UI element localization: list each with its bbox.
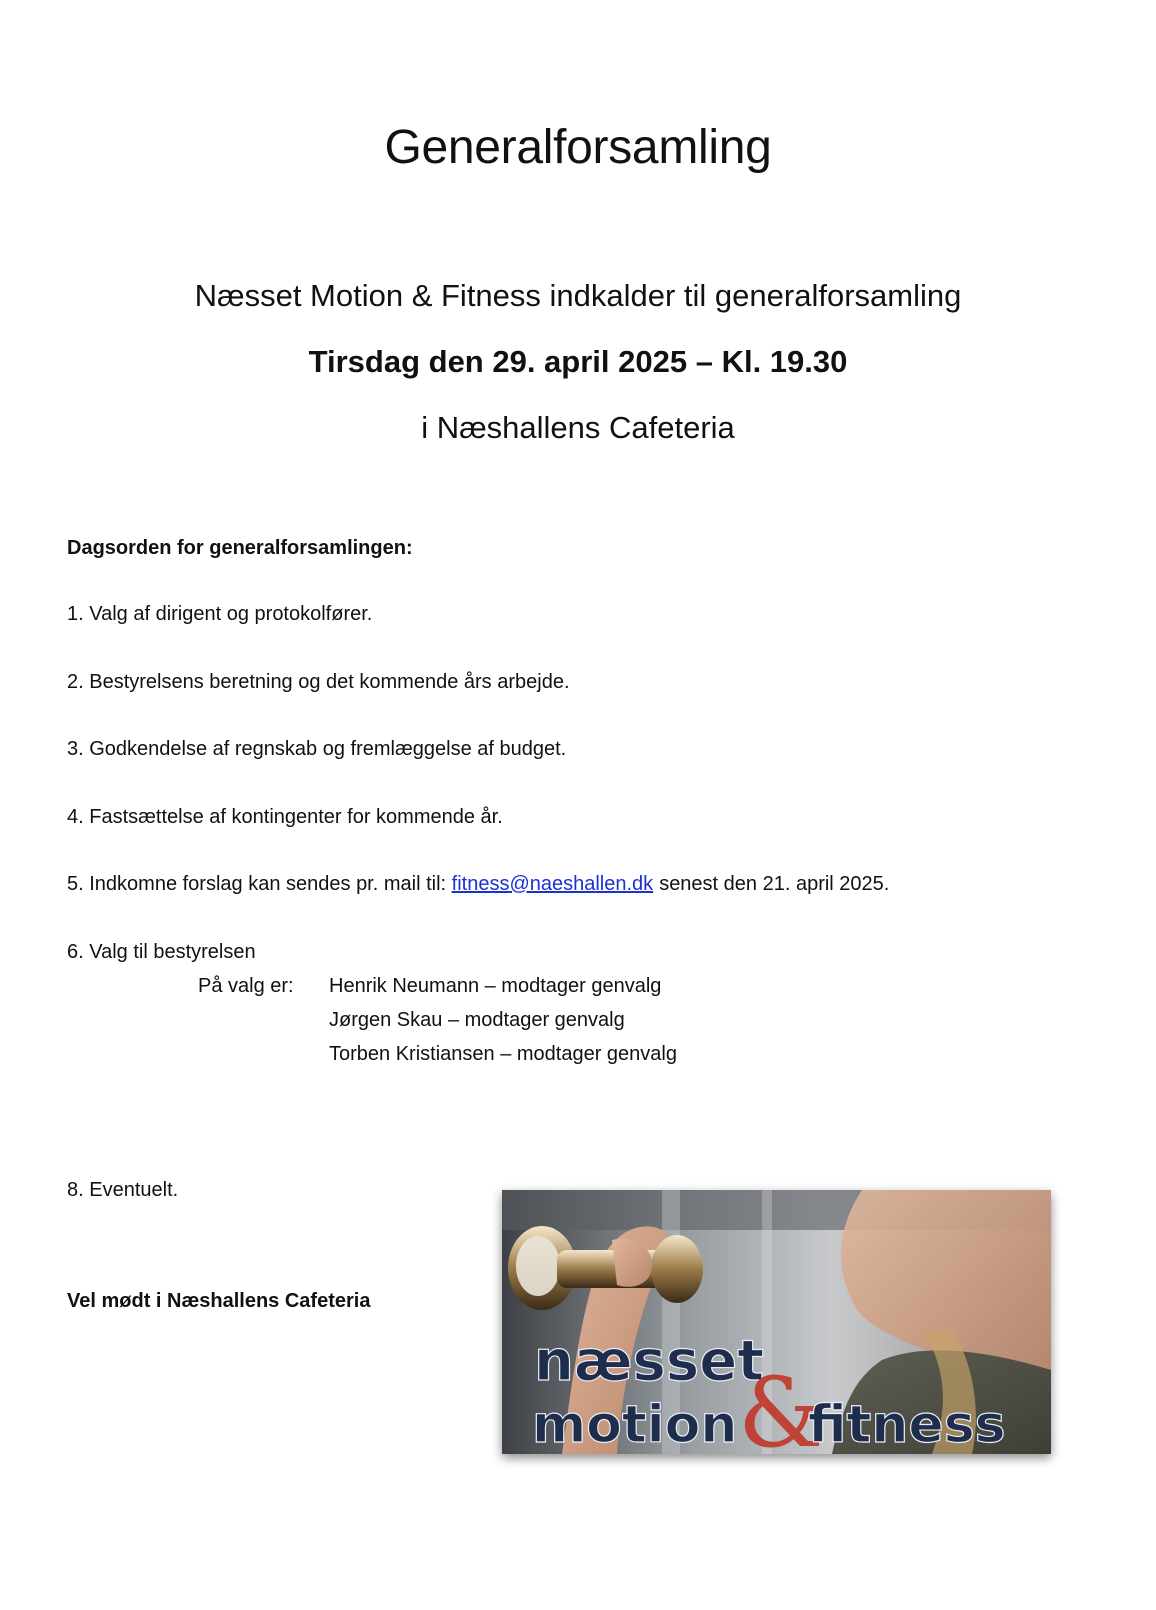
agenda-item-8: 8. Eventuelt. (67, 1179, 179, 1201)
logo-motion: motion (532, 1395, 738, 1454)
location-line: i Næshallens Cafeteria (421, 410, 735, 445)
agenda-item-2: 2. Bestyrelsens beretning og det kommende års arbejde. (67, 671, 570, 693)
logo-line-1: næsset (534, 1329, 764, 1394)
candidate-3: Torben Kristiansen – modtager genvalg (329, 1043, 677, 1065)
email-link[interactable]: fitness@naeshallen.dk (451, 873, 654, 895)
closing-text: Vel mødt i Næshallens Cafeteria (67, 1290, 371, 1312)
agenda-item-5-text: 5. Indkomne forslag kan sendes pr. mail til: (67, 873, 452, 895)
logo-photo (502, 1190, 1051, 1454)
agenda-item-4: 4. Fastsættelse af kontingenter for kommende år. (67, 806, 503, 828)
logo-ampersand: & (738, 1357, 824, 1454)
agenda-item-1: 1. Valg af dirigent og protokolfører. (67, 603, 373, 625)
logo-photo-graphic (502, 1190, 1051, 1454)
agenda-item-6: 6. Valg til bestyrelsen (67, 941, 256, 963)
page-title: Generalforsamling (384, 121, 772, 174)
agenda-heading: Dagsorden for generalforsamlingen: (67, 537, 413, 559)
organizer-line: Næsset Motion & Fitness indkalder til generalforsamling (194, 278, 962, 313)
candidates-label: På valg er: (198, 975, 294, 997)
logo-fitness: fitness (808, 1395, 1006, 1454)
date-line: Tirsdag den 29. april 2025 – Kl. 19.30 (308, 344, 848, 379)
agenda-item-5-deadline: senest den 21. april 2025. (659, 873, 890, 895)
candidate-2: Jørgen Skau – modtager genvalg (329, 1009, 625, 1031)
agenda-item-3: 3. Godkendelse af regnskab og fremlæggelse af budget. (67, 738, 567, 760)
agenda-item-5 (67, 873, 889, 896)
candidate-1: Henrik Neumann – modtager genvalg (329, 975, 662, 997)
